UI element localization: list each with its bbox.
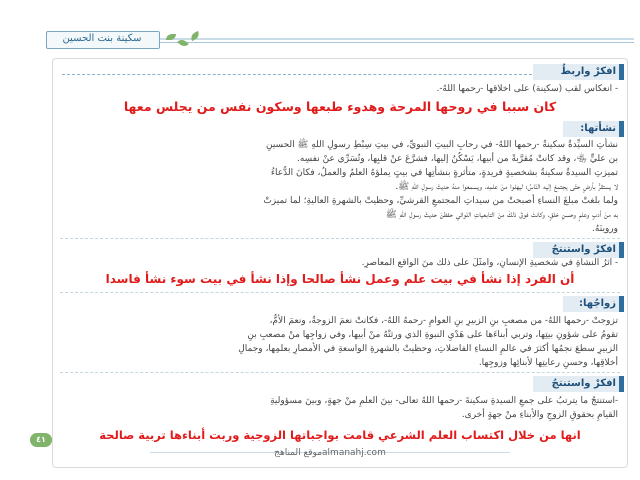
section-divider bbox=[60, 238, 620, 239]
header-divider-thin bbox=[158, 42, 634, 43]
section-think-conclude-2 bbox=[50, 376, 624, 392]
think-conclude-2-question: -استنتجُ ما يترتبُ على جمعِ السيدةِ سكينةَ -رحمها اللهُ تعالى- بينَ العلمِ منْ جهةٍ، وبينَ مسؤوليةِ bbox=[270, 396, 618, 406]
marriage-line: تزوجتْ -رحمها اللهُ- من مصعبِ بنِ الزبيرِ بنِ العوامِ -رحمهُ اللهُ-، فكانتْ نعمَ الزوجةُ، ونعمَ الأمُّ، bbox=[269, 316, 618, 326]
section-label: زواجُها: bbox=[579, 298, 616, 309]
upbringing-line: وروينَهُ. bbox=[592, 224, 618, 234]
think-link-answer: كان سببا في روحها المرحة وهدوء طبعها وسكون نفس من يجلس معها bbox=[123, 99, 557, 114]
think-conclude-1-question: - أثرُ النشأةِ في شخصيةِ الإنسانِ، وأمثّلُ على ذلكَ منَ الواقعِ المعاصرِ. bbox=[361, 258, 618, 268]
section-think-conclude-1 bbox=[50, 242, 624, 258]
section-think-link bbox=[50, 64, 624, 80]
header-divider bbox=[158, 38, 634, 40]
section-label: افكرْ واستنتجُ bbox=[551, 244, 616, 255]
upbringing-line: لا يستقرُّ بأرضٍ حتّى يجتمعَ إليه النّاسُ؛ ليهلوا منْ علمِه، ويسمعوا منهُ حديثَ رسولِ اللهِ ﷺ. bbox=[395, 182, 618, 192]
marriage-line: الزبيرِ سطعَ نجمُها أكثرَ في عالمِ النساءِ الفاضلاتِ، وحظيتْ بالشهرةِ الواسعةِ في الأمصارِ بعلمِها، وجمالِ bbox=[238, 344, 618, 354]
think-link-question: - انعكاس لقب (سكينة) على أخلاقها -رحمها اللهُ-. bbox=[436, 84, 618, 94]
page-number: ٤١ bbox=[30, 433, 52, 447]
think-conclude-1-answer: أن الفرد إذا نشأ في بيت علم وعمل نشأ صالحا وإذا نشأ في بيت سوء نشأ فاسدا bbox=[105, 272, 575, 286]
section-marriage bbox=[50, 296, 624, 312]
section-divider bbox=[60, 292, 620, 293]
upbringing-line: به منْ أدبٍ وعلمٍ وحسنِ خلقٍ، وكانتْ فوقَ ذلكَ منَ التابعياتِ اللواتي حفظنَ حديثَ رسولِ اللهِ ﷺ bbox=[385, 210, 618, 220]
upbringing-line: بن عليٍّ ﵄، وقد كانتْ مُقرَّبةً من أبيها، يَسْكُنُ إليها، فشرَّعَ عنْ قلبِها، وتُسَرِّي عنْ نفسِه. bbox=[296, 154, 618, 164]
chapter-title: سكينة بنت الحسين bbox=[62, 33, 142, 44]
think-conclude-2-answer: انها من خلال اكتساب العلم الشرعي قامت بواجباتها الزوجية وربت أبناءها تربية صالحة bbox=[99, 428, 581, 442]
source-watermark: almanahj.comموقع المناهج bbox=[274, 448, 386, 458]
section-label: افكرْ واستنتجُ bbox=[551, 378, 616, 389]
section-rule bbox=[62, 74, 532, 76]
upbringing-line: ولما بلغتْ مبلغَ النساءِ أصبحتْ من سيداتِ المجتمعِ القرشيِّ، وحظيتْ بالشهرةِ العاليةِ؛ لما تميزتْ bbox=[263, 196, 618, 206]
section-label: افكرْ واربطُ bbox=[560, 66, 616, 77]
marriage-line: تقومُ على شؤونِ بيتِها، وتربي أبناءَها على هَدْيِ النبوةِ الذي ورثتْهُ منْ أبيها، وفي زواجِها منْ مصعبِ بنِ bbox=[247, 330, 618, 340]
upbringing-line: نشأتِ السيِّدةُ سكينةُ -رحمها اللهُ- في رحابِ البيتِ النبويِّ، في بيتِ سِبْطِ رسولِ اللهِ ﷺ الحسينِ bbox=[265, 140, 618, 150]
section-upbringing bbox=[50, 121, 624, 137]
marriage-line: أخلاقِها، وحسنِ رعايتِها لأبنائِها وزوجِها. bbox=[478, 358, 618, 368]
think-conclude-2-question: القيامِ بحقوقِ الزوجِ والأبناءِ منْ جهةٍ أخرى. bbox=[461, 410, 618, 420]
section-divider bbox=[60, 372, 620, 373]
section-label: نشأتها: bbox=[580, 123, 616, 134]
upbringing-line: تميزتِ السيدةُ سكينةُ بشخصيةٍ فريدةٍ، متأثرةٍ بنشأتِها في بيتٍ يملؤهُ العلمُ والعملُ، فكانَ الدُّعاءُ bbox=[270, 168, 618, 178]
